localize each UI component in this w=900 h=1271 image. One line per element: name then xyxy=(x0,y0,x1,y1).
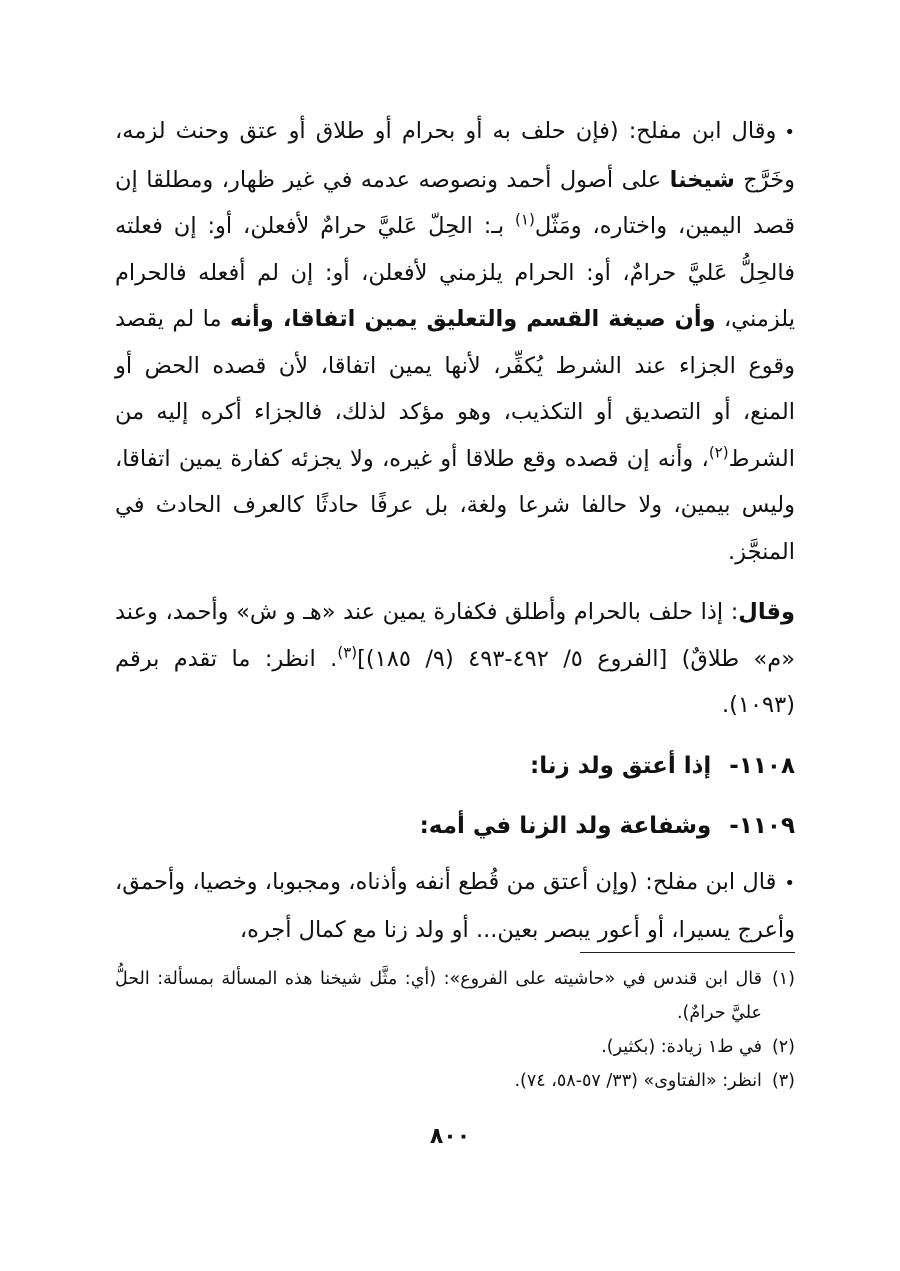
text-run: وقال ابن مفلح: (فإن حلف به أو بحرام أو طلاق أو عتق وحنث لزمه، وخَرَّج xyxy=(115,118,795,193)
bullet-icon: • xyxy=(784,872,795,894)
footnote-text: انظر: «الفتاوى» (٣٣/ ٥٧-٥٨، ٧٤). xyxy=(514,1071,762,1091)
bullet-icon: • xyxy=(784,122,795,143)
footnote-text: قال ابن قندس في «حاشيته على الفروع»: (أي: مثَّل شيخنا هذه المسألة بمسألة: الحلُّ عليَّ حرامٌ). xyxy=(115,969,762,1023)
main-text xyxy=(115,108,795,954)
footnote-number: (٣) xyxy=(771,1071,795,1091)
text-run: . انظر: ما تقدم برقم (١٠٩٣). xyxy=(115,645,795,718)
footnote-number: (١) xyxy=(771,969,795,989)
text-run: على أصول أحمد ونصوصه عدمه في غير ظهار، ومطلقا إن قصد اليمين، واختاره، ومَثّل xyxy=(115,166,795,239)
text-run: بـ: الحِلّ عَليَّ حرامٌ لأفعلن، أو: إن فعلته فالحِلُّ عَليَّ حرامٌ، أو: الحرام يلزمني لأفعلن، أو: إن لم أفعله فالحرام يلزمني، xyxy=(115,213,795,332)
section-heading xyxy=(115,803,795,849)
text-run: : إذا حلف بالحرام وأطلق فكفارة يمين عند «هـ و ش» وأحمد، وعند «م» طلاقٌ) [الفروع ٥/ ٤٩٢-٤٩٣ (٩/ ١٨٥)] xyxy=(115,599,796,672)
footnote-ref[interactable]: (٣) xyxy=(337,643,358,661)
text-run: ما لم يقصد وقوع الجزاء عند الشرط يُكفِّر، لأنها يمين اتفاقا، لأن قصده الحض أو المنع، أو التصديق أو التكذيب، وهو مؤكد لذلك، فالجزاء أكره إليه من الشرط xyxy=(115,306,795,472)
footnote-ref[interactable]: (٢) xyxy=(708,443,729,461)
paragraph-2 xyxy=(115,589,795,729)
footnote-ref[interactable]: (١) xyxy=(515,210,535,229)
page-number: ٨٠٠ xyxy=(429,1124,471,1149)
bold-run: شيخنا xyxy=(669,166,735,193)
section-heading xyxy=(115,743,795,789)
paragraph-1 xyxy=(115,108,795,575)
bold-run: وأن صيغة القسم والتعليق يمين اتفاقا، وأنه xyxy=(229,306,716,332)
footnote-text: في ط١ زيادة: (بكثير). xyxy=(601,1037,762,1057)
footnote xyxy=(115,1030,795,1064)
section-number: ١١٠٩- xyxy=(729,812,795,839)
footnote-divider xyxy=(580,952,795,953)
footnote xyxy=(115,962,795,1030)
footnotes xyxy=(115,962,795,1098)
footnote-number: (٢) xyxy=(771,1037,795,1057)
text-run: قال ابن مفلح: (وإن أعتق من قُطع أنفه وأذناه، ومجبوبا، وخصيا، وأحمق، وأعرج يسيرا، أو أعور يبصر بعين... أو ولد زنا مع كمال أجره، xyxy=(115,868,795,943)
text-run: ، وأنه إن قصده وقع طلاقا أو غيره، ولا يجزئه كفارة يمين اتفاقا، وليس بيمين، ولا حالفا شرعا ولغة، بل عرفًا حادثًا كالعرف الحادث في المنجَّز. xyxy=(115,445,795,565)
section-title: وشفاعة ولد الزنا في أمه: xyxy=(419,812,712,839)
paragraph-3 xyxy=(115,859,795,954)
section-number: ١١٠٨- xyxy=(729,752,795,779)
footnote xyxy=(115,1064,795,1098)
bold-run: وقال xyxy=(738,599,795,625)
section-title: إذا أعتق ولد زنا: xyxy=(530,752,712,779)
